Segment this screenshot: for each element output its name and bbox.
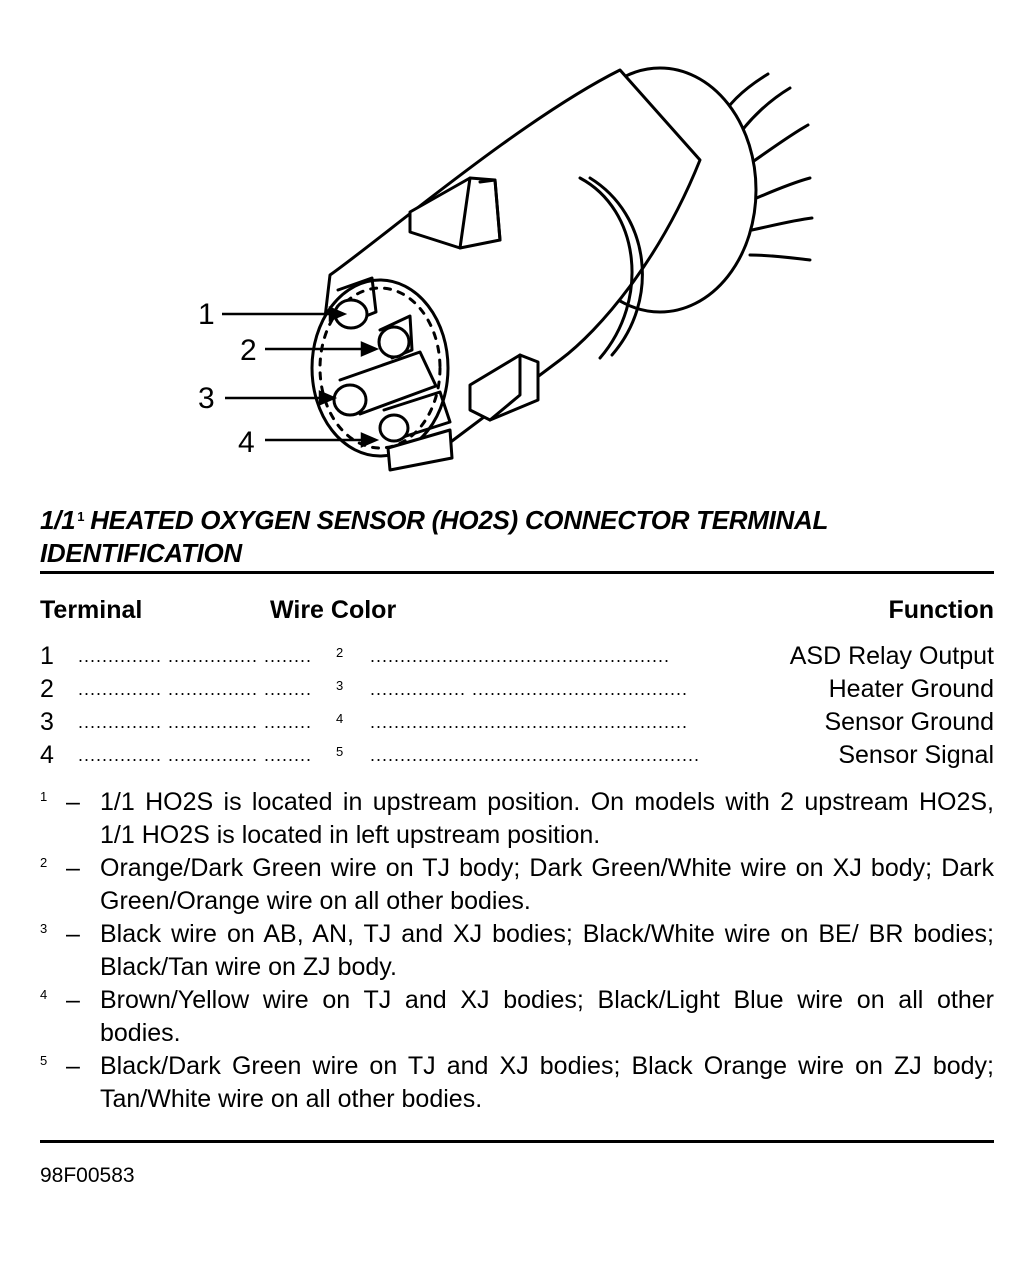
terminal-function: ASD Relay Output [782, 640, 994, 673]
footnote [40, 1050, 994, 1116]
footnote-mark: 1 [40, 789, 48, 804]
leader-dots: .................................................. [370, 646, 671, 666]
wire-color-footnote-mark: 4 [336, 711, 344, 726]
connector-diagram [0, 0, 1032, 490]
terminal-number: 3 [40, 708, 54, 736]
figure-title [40, 504, 1000, 570]
header-wire-color: Wire Color [270, 596, 397, 624]
terminal-function: Heater Ground [821, 673, 994, 706]
terminal-number: 1 [40, 642, 54, 670]
leader-dots: .............. ............... ........ [78, 646, 313, 666]
footnote-text: 1/1 HO2S is located in upstream position. On models with 2 upstream HO2S, 1/1 HO2S is located in left upstream position. [100, 788, 994, 849]
title-text: HEATED OXYGEN SENSOR (HO2S) CONNECTOR TERMINAL IDENTIFICATION [40, 505, 828, 568]
table-row [40, 739, 994, 772]
footnote-mark: 3 [40, 921, 48, 936]
header-terminal: Terminal [40, 596, 143, 624]
terminal-number: 4 [40, 741, 54, 769]
leader-dots: ................ .................................... [370, 679, 689, 699]
footnote [40, 786, 994, 852]
leader-dots: .............. ............... ........ [78, 712, 313, 732]
table-row [40, 673, 994, 706]
callout-3: 3 [198, 382, 215, 415]
leader-dots: .............. ............... ........ [78, 679, 313, 699]
wire-color-footnote-mark: 3 [336, 678, 344, 693]
callout-4: 4 [238, 426, 255, 459]
bottom-rule [40, 1140, 994, 1143]
footnote [40, 918, 994, 984]
title-prefix: 1/1 [40, 505, 76, 535]
locking-tab [410, 178, 500, 248]
footnote-mark: 4 [40, 987, 48, 1002]
top-rule [40, 571, 994, 574]
terminal-table [40, 640, 994, 772]
footnotes [40, 786, 994, 1116]
footnote-text: Black wire on AB, AN, TJ and XJ bodies; Black/White wire on BE/ BR bodies; Black/Tan wire on ZJ body. [100, 920, 994, 981]
figure-code: 98F00583 [40, 1164, 135, 1187]
footnote-dash: – [66, 986, 80, 1014]
footnote-dash: – [66, 788, 80, 816]
table-row [40, 640, 994, 673]
callout-2: 2 [240, 334, 257, 367]
terminal-function: Sensor Ground [816, 706, 994, 739]
footnote-text: Brown/Yellow wire on TJ and XJ bodies; Black/Light Blue wire on all other bodies. [100, 986, 994, 1047]
terminal-function: Sensor Signal [830, 739, 994, 772]
leader-dots: ..................................................... [370, 712, 689, 732]
leader-dots: ....................................................... [370, 745, 701, 765]
callout-1: 1 [198, 298, 215, 331]
wire-color-footnote-mark: 2 [336, 645, 344, 660]
leader-dots: .............. ............... ........ [78, 745, 313, 765]
footnote-text: Black/Dark Green wire on TJ and XJ bodies; Black Orange wire on ZJ body; Tan/White wire on all other bodies. [100, 1052, 994, 1113]
footnote-dash: – [66, 920, 80, 948]
footnote-dash: – [66, 1052, 80, 1080]
footnote-dash: – [66, 854, 80, 882]
table-row [40, 706, 994, 739]
footnote-text: Orange/Dark Green wire on TJ body; Dark Green/White wire on XJ body; Dark Green/Orange wire on all other bodies. [100, 854, 994, 915]
title-footnote-mark: 1 [77, 509, 85, 524]
footnote [40, 852, 994, 918]
footnote-mark: 2 [40, 855, 48, 870]
terminal-number: 2 [40, 675, 54, 703]
footnote-mark: 5 [40, 1053, 48, 1068]
header-function: Function [888, 596, 994, 624]
footnote [40, 984, 994, 1050]
wire-color-footnote-mark: 5 [336, 744, 344, 759]
